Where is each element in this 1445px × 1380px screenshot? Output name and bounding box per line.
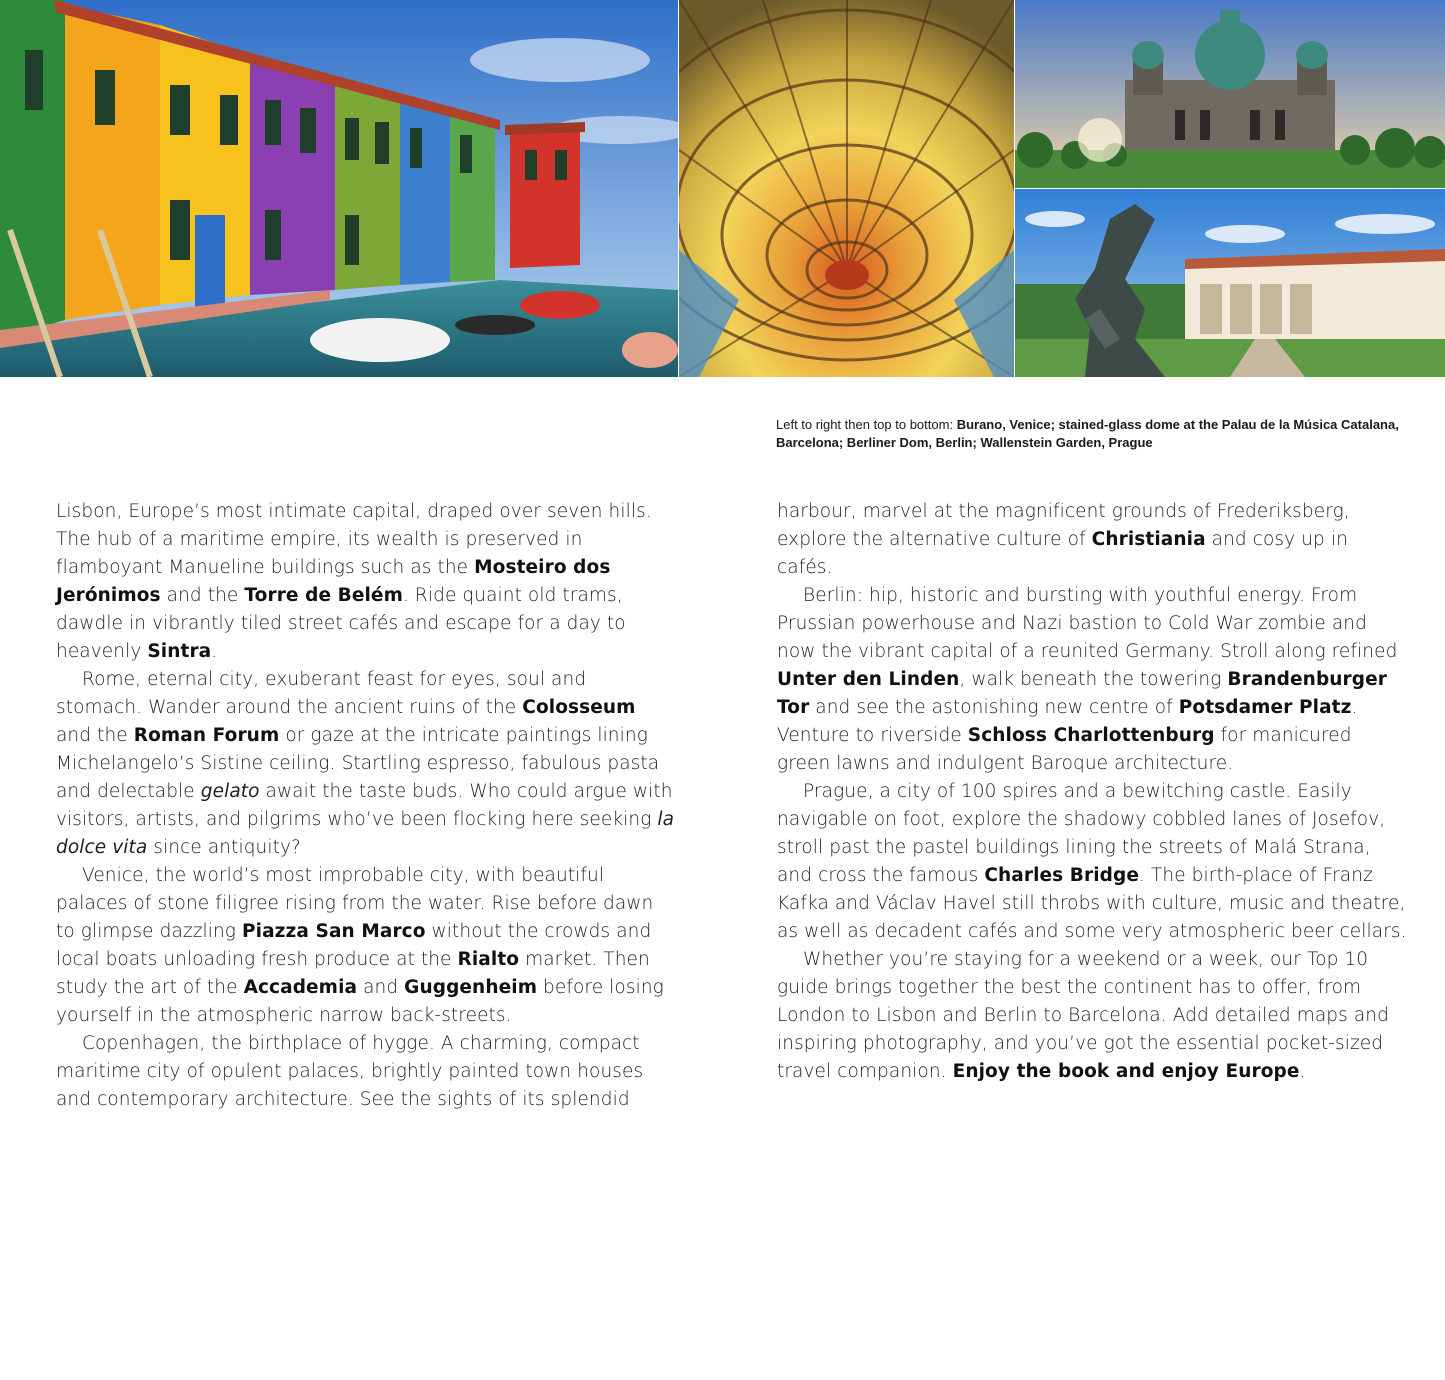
burano-photo bbox=[0, 0, 678, 377]
prague-paragraph: Prague, a city of 100 spires and a bewitching castle. Easily navigable on foot, explore the shadowy cobbled lanes of Josefov, stroll past the pastel buildings lining the streets of Malá Strana, and cross the famous Charles Bridge. The birth-place of Franz Kafka and Václav Havel still throbs with culture, music and theatre, as well as decadent cafés and some very atmospheric beer cellars. bbox=[777, 781, 1407, 942]
stained-glass-dome-photo bbox=[679, 0, 1014, 377]
berlin-paragraph: Berlin: hip, historic and bursting with youthful energy. From Prussian powerhouse and Nazi bastion to Cold War zombie and now the vibrant capital of a reunited Germany. Stroll along refined Unter den Linden, walk beneath the towering Brandenburger Tor and see the astonishing new centre of Potsdamer Platz. Venture to riverside Schloss Charlottenburg for manicured green lawns and indulgent Baroque architecture. bbox=[777, 585, 1398, 774]
left-column bbox=[56, 498, 676, 1114]
caption-text: Burano, Venice; stained-glass dome at the Palau de la Música Catalana, Barcelona; Berliner Dom, Berlin; Wallenstein Garden, Prague bbox=[776, 417, 1399, 450]
caption-lead: Left to right then top to bottom: bbox=[776, 417, 954, 432]
copenhagen-continued-paragraph: harbour, marvel at the magnificent grounds of Frederiksberg, explore the alternative culture of Christiania and cosy up in cafés. bbox=[777, 501, 1350, 578]
copenhagen-paragraph: Copenhagen, the birthplace of hygge. A charming, compact maritime city of opulent palaces, brightly painted town houses and contemporary architecture. See the sights of its splendid bbox=[56, 1033, 644, 1110]
photo-strip bbox=[0, 0, 1445, 377]
rome-paragraph: Rome, eternal city, exuberant feast for eyes, soul and stomach. Wander around the ancient ruins of the Colosseum and the Roman Forum or gaze at the intricate paintings lining Michelangelo’s Sistine ceiling. Startling espresso, fabulous pasta and delectable gelato await the taste buds. Who could argue with visitors, artists, and pilgrims who’ve been flocking here seeking la dolce vita since antiquity? bbox=[56, 669, 675, 858]
photo-caption bbox=[776, 416, 1416, 452]
lisbon-paragraph: Lisbon, Europe’s most intimate capital, draped over seven hills. The hub of a maritime empire, its wealth is preserved in flamboyant Manueline buildings such as the Mosteiro dos Jerónimos and the Torre de Belém. Ride quaint old trams, dawdle in vibrantly tiled street cafés and escape for a day to heavenly Sintra. bbox=[56, 501, 652, 662]
wallenstein-garden-photo bbox=[1015, 189, 1445, 377]
right-column bbox=[777, 498, 1407, 1086]
closing-paragraph: Whether you’re staying for a weekend or a week, our Top 10 guide brings together the best the continent has to offer, from London to Lisbon and Berlin to Barcelona. Add detailed maps and inspiring photography, and you’ve got the essential pocket-sized travel companion. Enjoy the book and enjoy Europe. bbox=[777, 949, 1389, 1082]
venice-paragraph: Venice, the world’s most improbable city, with beautiful palaces of stone filigree rising from the water. Rise before dawn to glimpse dazzling Piazza San Marco without the crowds and local boats unloading fresh produce at the Rialto market. Then study the art of the Accademia and Guggenheim before losing yourself in the atmospheric narrow back-streets. bbox=[56, 865, 664, 1026]
berliner-dom-photo bbox=[1015, 0, 1445, 188]
